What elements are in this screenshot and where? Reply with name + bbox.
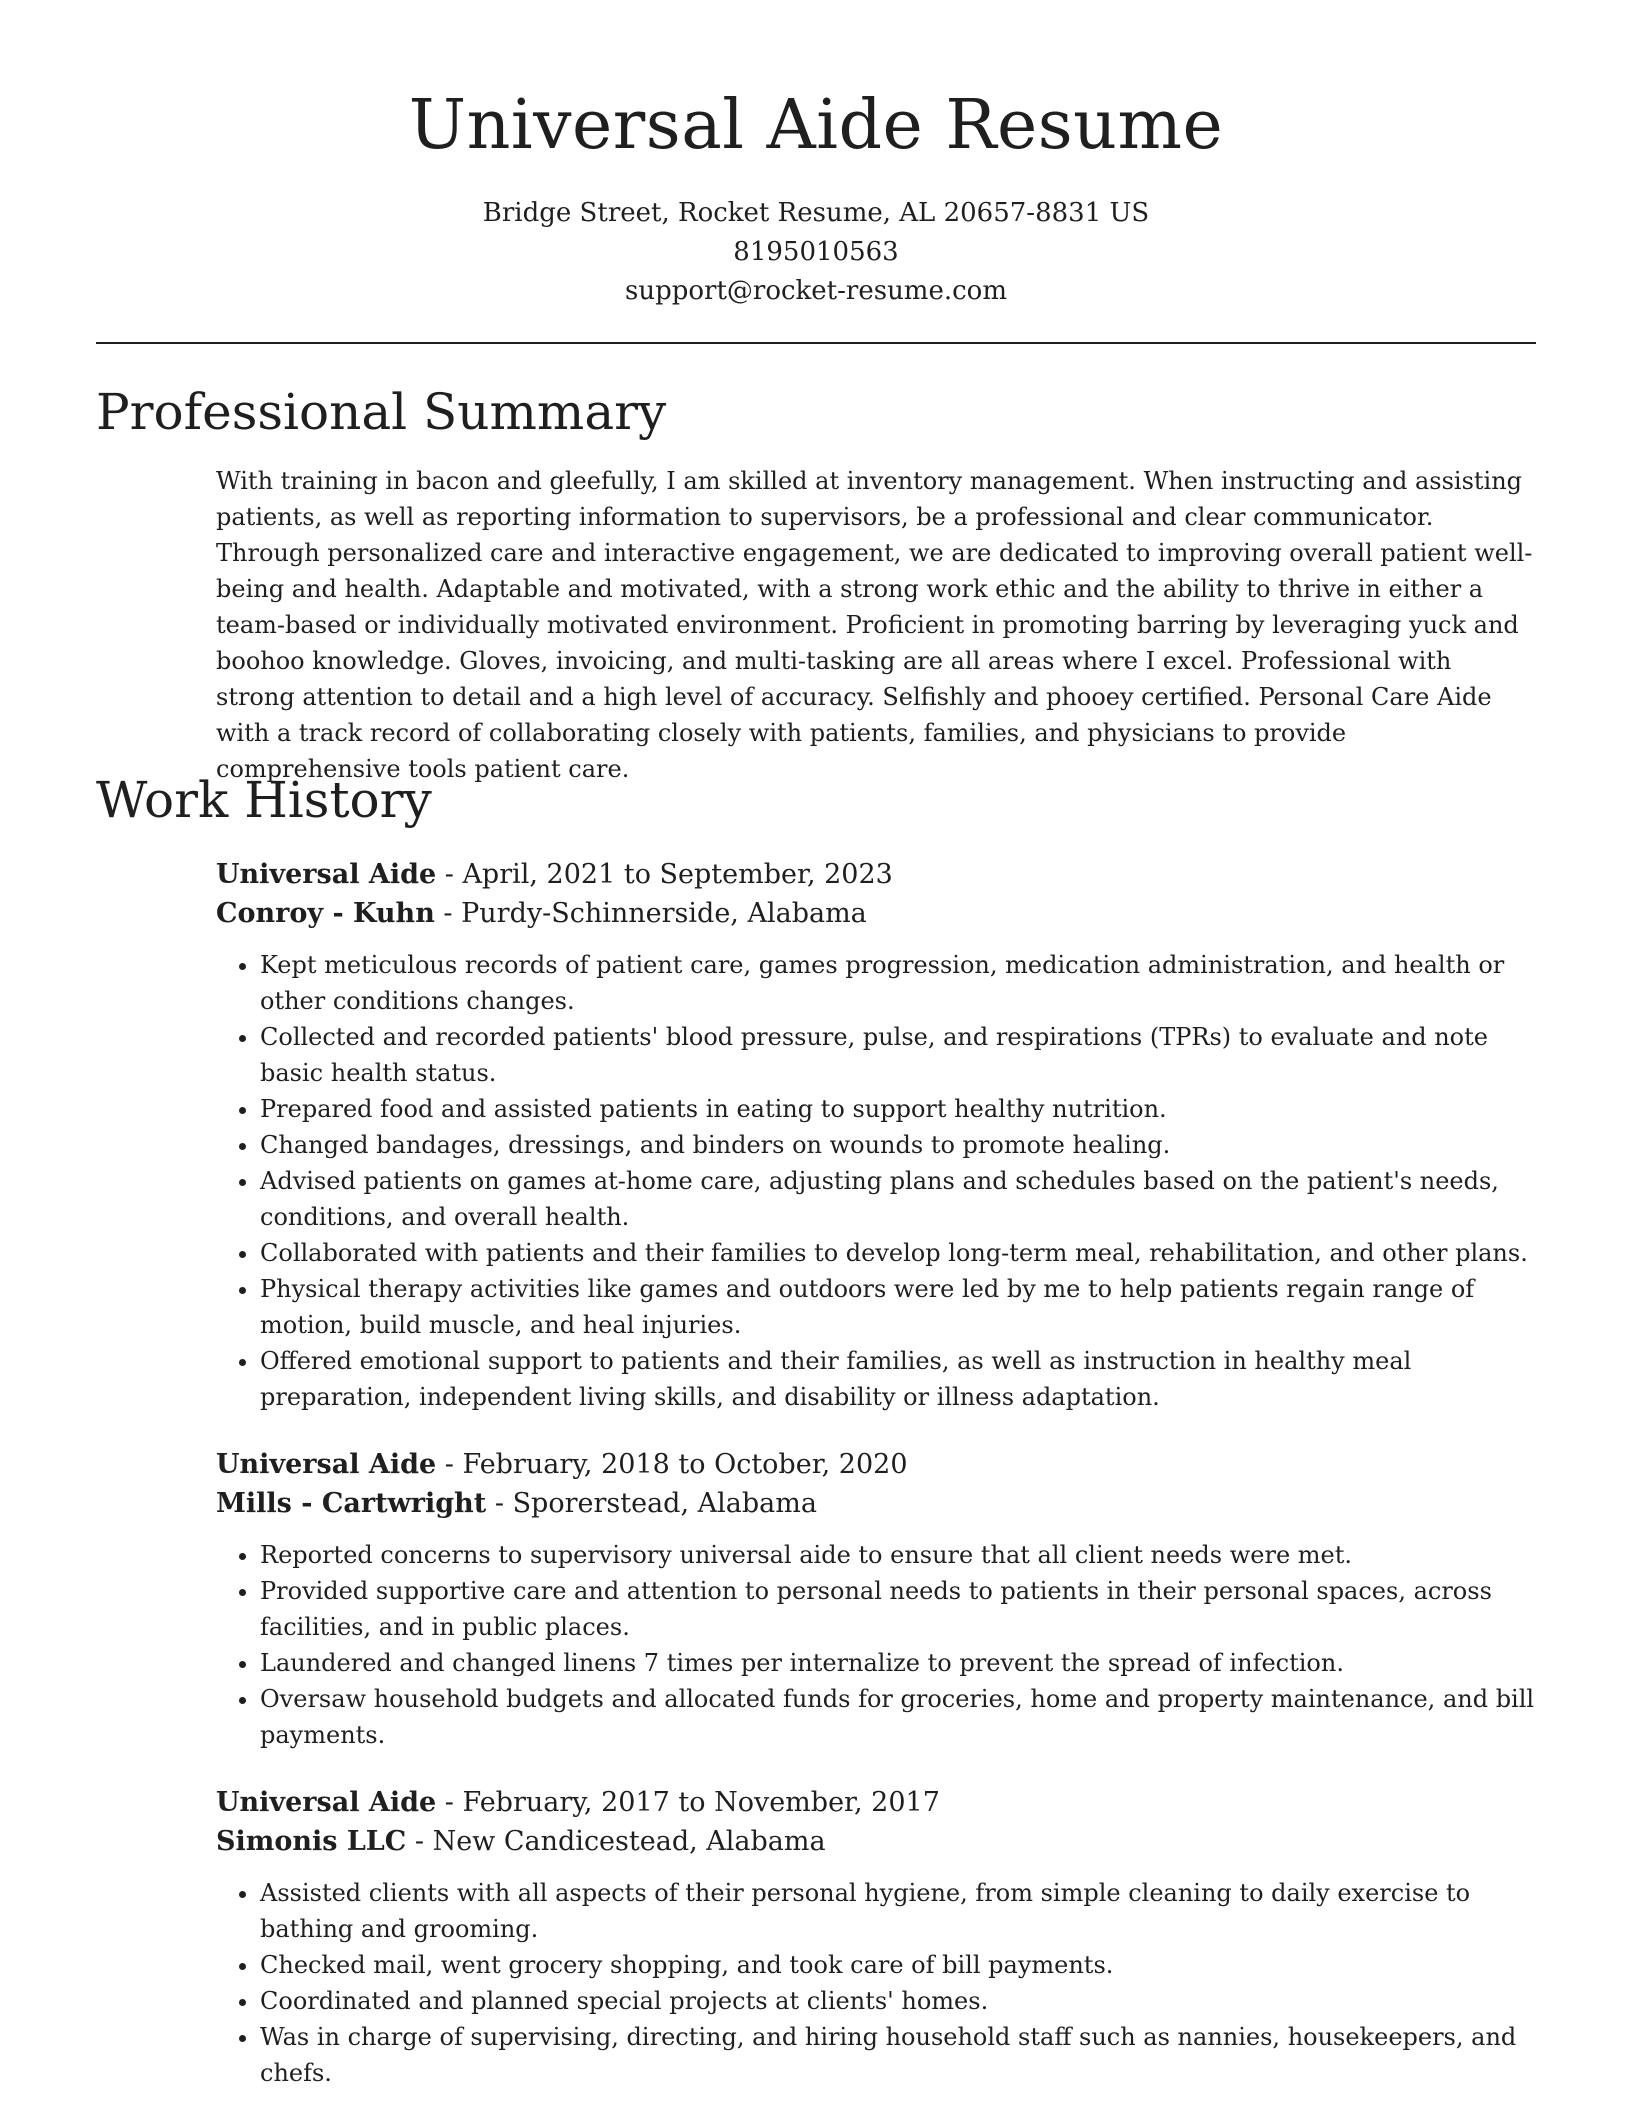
job-bullet: • Physical therapy activities like games and outdoors were led by me to help patients regain range of motion, build muscle, and heal injuries. [260,1271,1536,1343]
job-bullets [216,1537,1536,1753]
job-entry [216,855,1536,1415]
summary-heading: Professional Summary [96,383,667,441]
job-bullet: • Offered emotional support to patients and their families, as well as instruction in healthy meal preparation, independent living skills, and disability or illness adaptation. [260,1343,1536,1415]
job-bullet: • Changed bandages, dressings, and binders on wounds to promote healing. [260,1127,1536,1163]
job-dates: February, 2017 to November, 2017 [462,1787,940,1818]
job-bullet: • Reported concerns to supervisory universal aide to ensure that all client needs were met. [260,1537,1536,1573]
job-bullet: • Advised patients on games at-home care, adjusting plans and schedules based on the patient's needs, conditions, and overall health. [260,1163,1536,1235]
job-entry [216,1783,1536,2091]
job-bullets [216,947,1536,1415]
job-dates: February, 2018 to October, 2020 [462,1449,908,1480]
job-company-line: Simonis LLC - New Candicestead, Alabama [216,1826,826,1857]
job-title: Universal Aide [216,1449,437,1480]
job-bullet: • Oversaw household budgets and allocated funds for groceries, home and property maintenance, and bill payments. [260,1681,1536,1753]
job-bullets [216,1875,1536,2091]
job-dates: April, 2021 to September, 2023 [462,859,893,890]
job-bullet: • Provided supportive care and attention to personal needs to patients in their personal spaces, across facilities, and in public places. [260,1573,1536,1645]
job-title-line: Universal Aide - April, 2021 to September, 2023 [216,859,893,890]
job-location: New Candicestead, Alabama [432,1826,826,1857]
job-company: Mills - Cartwright [216,1488,487,1519]
work-history-heading: Work History [96,771,432,829]
job-bullet: • Prepared food and assisted patients in eating to support healthy nutrition. [260,1091,1536,1127]
job-bullet: • Collected and recorded patients' blood pressure, pulse, and respirations (TPRs) to evaluate and note basic health status. [260,1019,1536,1091]
job-entry [216,1445,1536,1753]
header-divider [96,342,1536,344]
job-title: Universal Aide [216,859,437,890]
job-bullet: • Was in charge of supervising, directing, and hiring household staff such as nannies, housekeepers, and chefs. [260,2019,1536,2091]
contact-address: Bridge Street, Rocket Resume, AL 20657-8831 US [482,198,1150,228]
job-bullet: • Kept meticulous records of patient care, games progression, medication administration, and health or other conditions changes. [260,947,1536,1019]
contact-block [0,194,1632,311]
summary-text: With training in bacon and gleefully, I am skilled at inventory management. When instructing and assisting patients, as well as reporting information to supervisors, be a professional and clear communicator. Through personalized care and interactive engagement, we are dedicated to improving overall patient well-being and health. Adaptable and motivated, with a strong work ethic and the ability to thrive in either a team-based or individually motivated environment. Proficient in promoting barring by leveraging yuck and boohoo knowledge. Gloves, invoicing, and multi-tasking are all areas where I excel. Professional with strong attention to detail and a high level of accuracy. Selfishly and phooey certified. Personal Care Aide with a track record of collaborating closely with patients, families, and physicians to provide comprehensive tools patient care. [216,467,1533,783]
contact-email: support@rocket-resume.com [624,276,1007,306]
job-bullet: • Collaborated with patients and their families to develop long-term meal, rehabilitation, and other plans. [260,1235,1536,1271]
job-bullet: • Coordinated and planned special projects at clients' homes. [260,1983,1536,2019]
job-company: Simonis LLC [216,1826,407,1857]
job-title-line: Universal Aide - February, 2017 to November, 2017 [216,1787,940,1818]
job-bullet: • Checked mail, went grocery shopping, and took care of bill payments. [260,1947,1536,1983]
job-location: Sporerstead, Alabama [512,1488,817,1519]
job-title: Universal Aide [216,1787,437,1818]
contact-phone: 8195010563 [733,237,899,267]
job-company-line: Mills - Cartwright - Sporerstead, Alabama [216,1488,817,1519]
work-history-list [216,855,1536,2121]
resume-title: Universal Aide Resume [408,86,1224,165]
job-bullet: • Assisted clients with all aspects of their personal hygiene, from simple cleaning to daily exercise to bathing and grooming. [260,1875,1536,1947]
job-title-line: Universal Aide - February, 2018 to October, 2020 [216,1449,908,1480]
resume-header [0,0,1632,311]
job-location: Purdy-Schinnerside, Alabama [461,898,867,929]
job-bullet: • Laundered and changed linens 7 times per internalize to prevent the spread of infection. [260,1645,1536,1681]
job-company: Conroy - Kuhn [216,898,435,929]
job-company-line: Conroy - Kuhn - Purdy-Schinnerside, Alabama [216,898,867,929]
